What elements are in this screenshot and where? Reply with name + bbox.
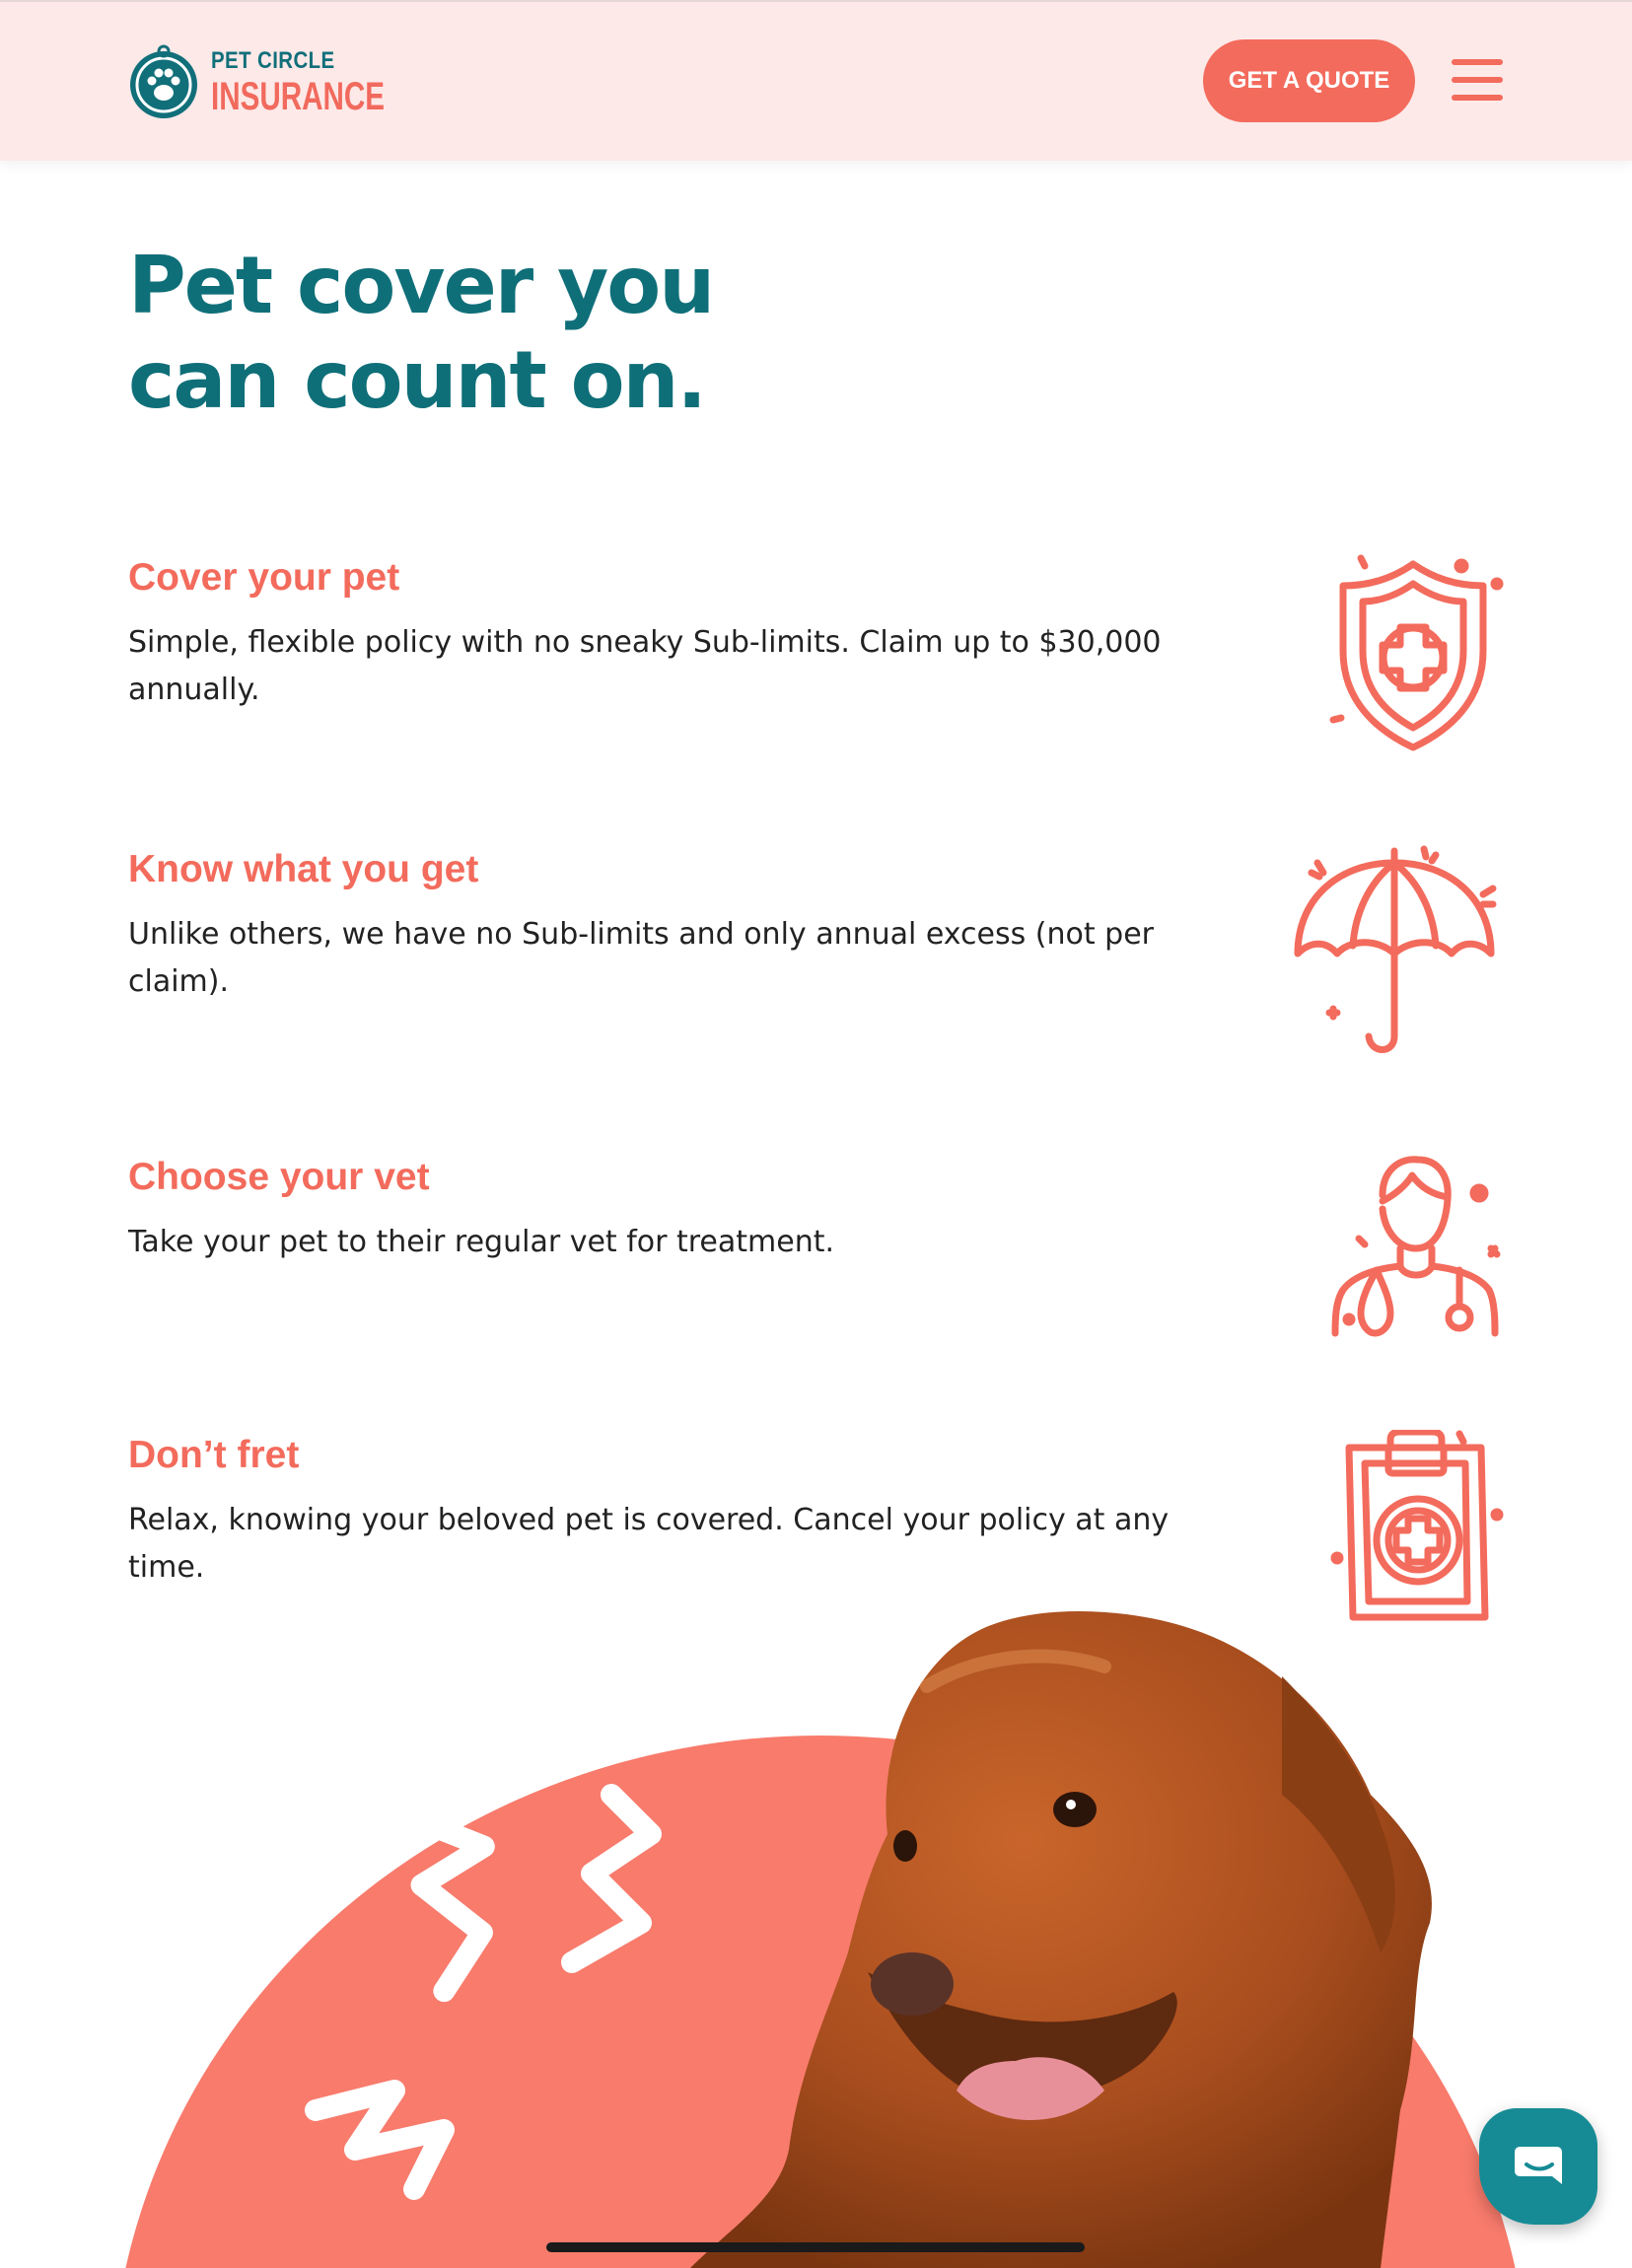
feature-title: Choose your vet bbox=[128, 1156, 430, 1198]
feature-description: Unlike others, we have no Sub-limits and only annual excess (not per claim). bbox=[128, 917, 1154, 999]
hamburger-icon[interactable] bbox=[1452, 59, 1503, 103]
hero-illustration bbox=[0, 1597, 1632, 2268]
chat-button[interactable] bbox=[1479, 2108, 1597, 2225]
feature-title: Don’t fret bbox=[128, 1434, 300, 1476]
feature-description: Take your pet to their regular vet for treatment. bbox=[128, 1225, 835, 1259]
brand-name-line1: PET CIRCLE bbox=[211, 47, 335, 74]
site-header bbox=[0, 0, 1632, 161]
feature-cover-your-pet bbox=[128, 554, 1223, 714]
home-indicator[interactable] bbox=[546, 2242, 1085, 2252]
get-a-quote-button[interactable]: GET A QUOTE bbox=[1203, 39, 1415, 122]
paw-badge-icon bbox=[128, 43, 203, 122]
feature-title: Know what you get bbox=[128, 848, 479, 890]
brand-name-line2: INSURANCE bbox=[211, 75, 385, 118]
feature-title: Cover your pet bbox=[128, 556, 400, 599]
brand-logo[interactable] bbox=[128, 43, 385, 122]
feature-description: Relax, knowing your beloved pet is covered. Cancel your policy at any time. bbox=[128, 1503, 1170, 1585]
title-line-1: Pet cover you bbox=[128, 240, 714, 331]
title-line-2: can count on. bbox=[128, 334, 705, 426]
feature-description: Simple, flexible policy with no sneaky Sub-limits. Claim up to $30,000 annually. bbox=[128, 625, 1162, 707]
veterinarian-icon bbox=[1321, 1152, 1505, 1339]
feature-choose-your-vet bbox=[128, 1154, 1223, 1266]
umbrella-icon bbox=[1290, 843, 1505, 1062]
feature-dont-fret bbox=[128, 1432, 1223, 1592]
shield-cross-icon bbox=[1321, 552, 1505, 755]
feature-know-what-you-get bbox=[128, 846, 1223, 1006]
page-title bbox=[128, 239, 917, 428]
chat-icon bbox=[1513, 2145, 1564, 2188]
